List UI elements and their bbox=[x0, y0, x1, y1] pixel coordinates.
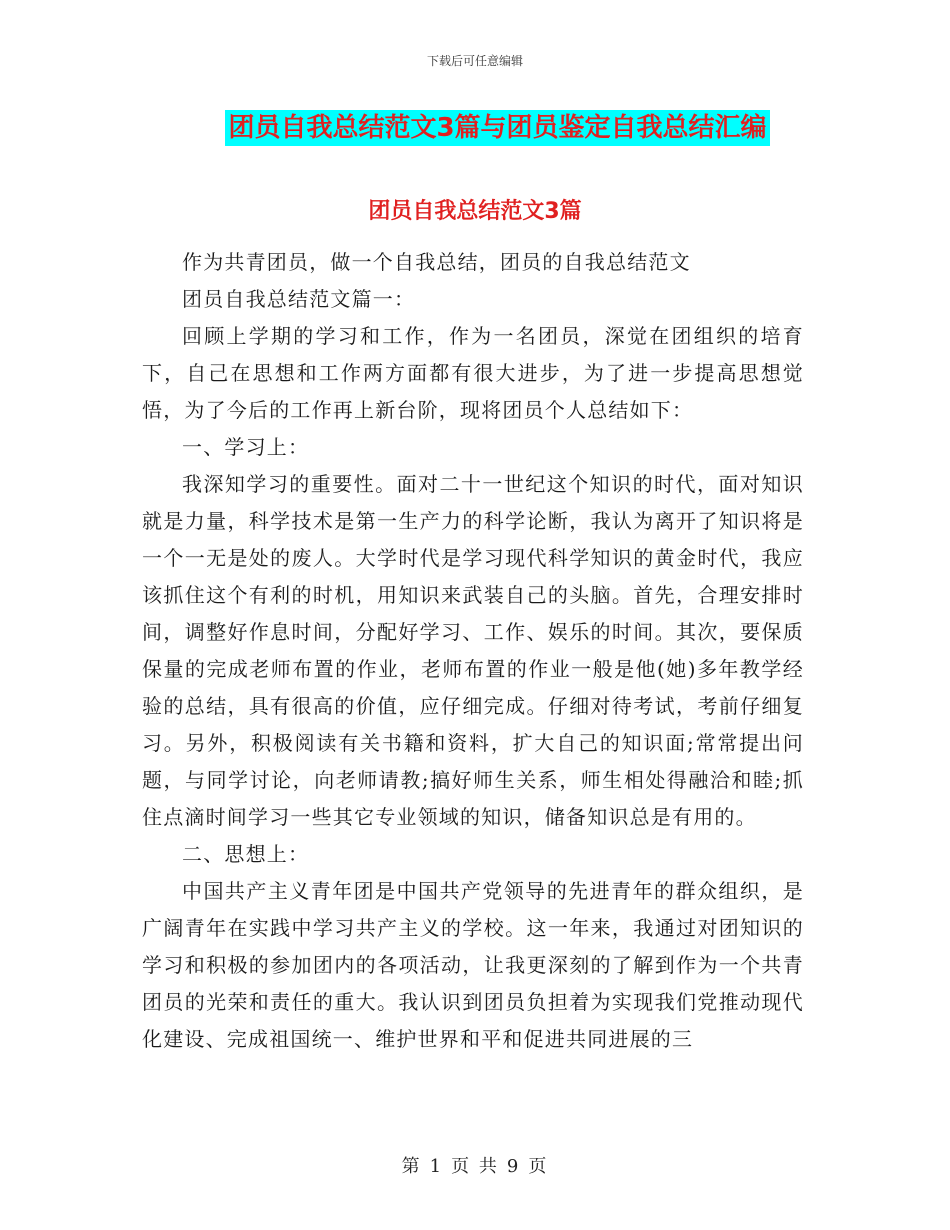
header-note: 下载后可任意编辑 bbox=[426, 54, 523, 68]
page-number: 1 bbox=[429, 1156, 444, 1177]
paragraph: 我深知学习的重要性。面对二十一世纪这个知识的时代，面对知识就是力量，科学技术是第一生产力的科学论断，我认为离开了知识将是一个一无是处的废人。大学时代是学习现代科学知识的黄金时代，我应该抓住这个有利的时机，用知识来武装自己的头脑。首先，合理安排时间，调整好作息时间，分配好学习、工作、娱乐的时间。其次，要保质保量的完成老师布置的作业，老师布置的作业一般是他(她)多年教学经验的总结，具有很高的价值，应仔细完成。仔细对待考试，考前仔细复习。另外，积极阅读有关书籍和资料，扩大自己的知识面;常常提出问题，与同学讨论，向老师请教;搞好师生关系，师生相处得融洽和睦;抓住点滴时间学习一些其它专业领域的知识，储备知识总是有用的。 bbox=[142, 472, 804, 829]
paragraph: 团员自我总结范文篇一： bbox=[182, 287, 416, 311]
document-title: 团员自我总结范文3篇与团员鉴定自我总结汇编 bbox=[225, 110, 769, 146]
page-footer bbox=[0, 1152, 950, 1178]
section-title: 团员自我总结范文3篇 bbox=[368, 199, 582, 224]
paragraph: 二、思想上： bbox=[182, 842, 310, 866]
main-title-container bbox=[0, 110, 950, 146]
paragraph: 中国共产主义青年团是中国共产党领导的先进青年的群众组织，是广阔青年在实践中学习共产主义的学校。这一年来，我通过对团知识的学习和积极的参加团内的各项活动，让我更深刻的了解到作为一个共青团员的光荣和责任的重大。我认识到团员负担着为实现我们党推动现代化建设、完成祖国统一、维护世界和平和促进共同进展的三 bbox=[142, 879, 804, 1051]
footer-mid: 页 共 bbox=[451, 1156, 499, 1177]
total-pages: 9 bbox=[506, 1156, 521, 1177]
paragraph: 回顾上学期的学习和工作，作为一名团员，深觉在团组织的培育下，自己在思想和工作两方面都有很大进步，为了进一步提高思想觉悟，为了今后的工作再上新台阶，现将团员个人总结如下： bbox=[142, 324, 804, 422]
paragraph: 一、学习上： bbox=[182, 435, 310, 459]
document-body bbox=[142, 244, 804, 1058]
footer-suffix: 页 bbox=[528, 1156, 549, 1177]
paragraph: 作为共青团员，做一个自我总结，团员的自我总结范文 bbox=[182, 250, 691, 274]
footer-prefix: 第 bbox=[401, 1156, 422, 1177]
